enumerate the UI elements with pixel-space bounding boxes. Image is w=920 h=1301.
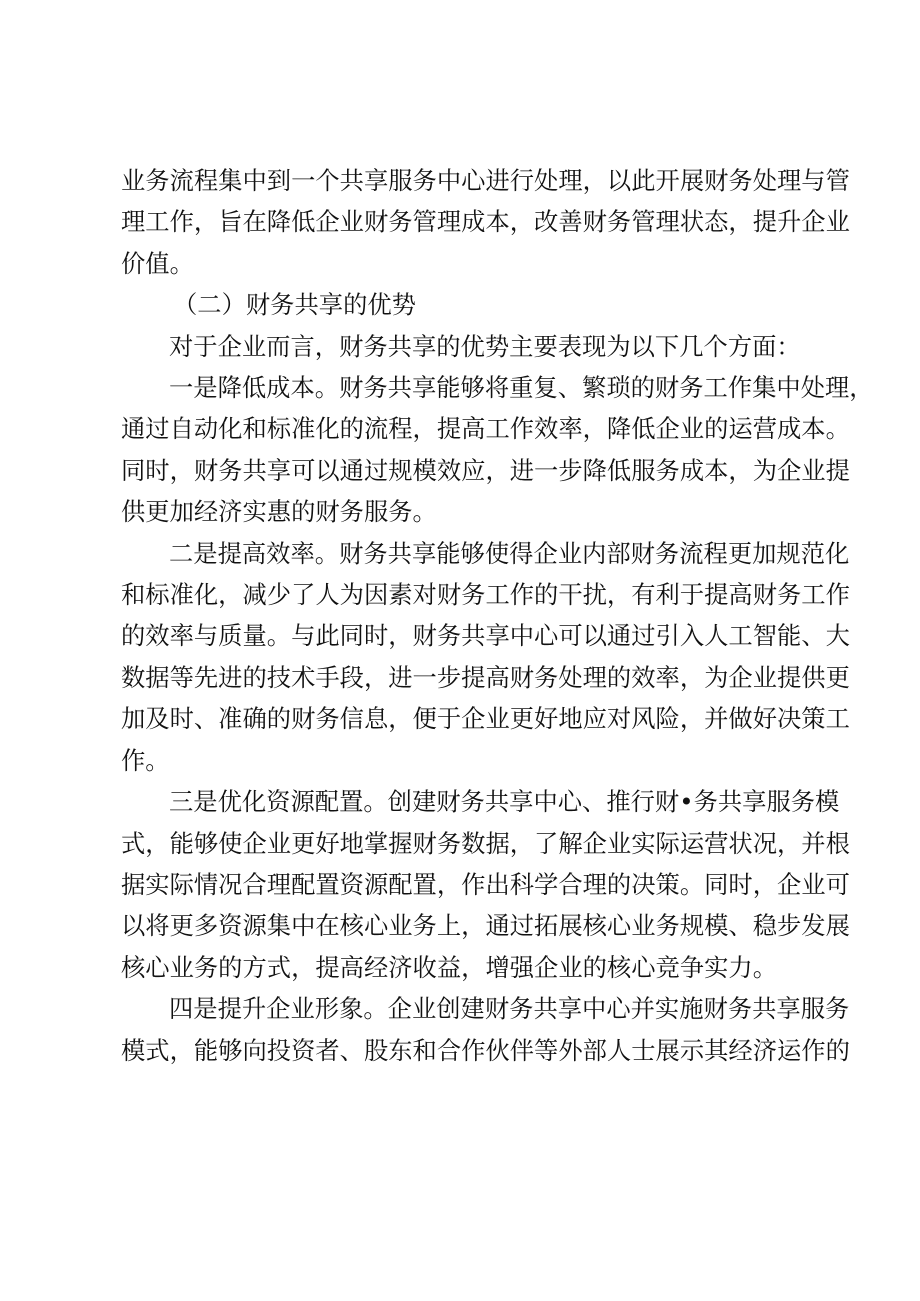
- text-line: 式，能够使企业更好地掌握财务数据，了解企业实际运营状况，并根: [121, 828, 850, 858]
- text-line: 二是提高效率。财务共享能够使得企业内部财务流程更加规范化: [169, 538, 850, 568]
- paragraph-point-4: [121, 988, 850, 1071]
- paragraph-point-2: [121, 533, 850, 781]
- text-line: 以将更多资源集中在核心业务上，通过拓展核心业务规模、稳步发展: [121, 911, 850, 941]
- paragraph-point-3: [121, 781, 850, 988]
- text-line: 模式，能够向投资者、股东和合作伙伴等外部人士展示其经济运作的: [121, 1035, 850, 1065]
- text-line: 据实际情况合理配置资源配置，作出科学合理的决策。同时，企业可: [121, 869, 850, 899]
- section-heading: [121, 284, 815, 325]
- text-line: 数据等先进的技术手段，进一步提高财务处理的效率，为企业提供更: [121, 662, 850, 692]
- text-line: 和标准化，减少了人为因素对财务工作的干扰，有利于提高财务工作: [121, 580, 850, 610]
- text-line: 通过自动化和标准化的流程，提高工作效率，降低企业的运营成本。: [121, 414, 850, 444]
- text-line: 核心业务的方式，提高经济收益，增强企业的核心竞争实力。: [121, 952, 778, 982]
- text-line: 作。: [121, 745, 170, 775]
- text-line: 业务流程集中到一个共享服务中心进行处理，以此开展财务处理与管: [121, 166, 850, 195]
- text-line: 价值。: [121, 248, 194, 278]
- text-line: 理工作，旨在降低企业财务管理成本，改善财务管理状态，提升企业: [121, 207, 850, 237]
- paragraph-intro-continued: [121, 160, 850, 284]
- text-line: 的效率与质量。与此同时，财务共享中心可以通过引入人工智能、大: [121, 621, 850, 651]
- document-body: [121, 160, 874, 1071]
- paragraph-point-1: [121, 367, 874, 533]
- text-line: 供更加经济实惠的财务服务。: [121, 497, 437, 527]
- text-line: 一是降低成本。财务共享能够将重复、繁琐的财务工作集中处理，: [169, 373, 874, 403]
- text-line: 三是优化资源配置。创建财务共享中心、推行财•务共享服务模: [169, 787, 840, 817]
- section-heading-text: （二）财务共享的优势: [173, 290, 416, 320]
- text-line: 加及时、准确的财务信息，便于企业更好地应对风险，并做好决策工: [121, 704, 850, 734]
- text-line: 同时，财务共享可以通过规模效应，进一步降低服务成本，为企业提: [121, 455, 850, 485]
- paragraph-lead: [121, 326, 815, 367]
- text-line: 对于企业而言，财务共享的优势主要表现为以下几个方面：: [169, 331, 801, 361]
- text-line: 四是提升企业形象。企业创建财务共享中心并实施财务共享服务: [169, 994, 850, 1024]
